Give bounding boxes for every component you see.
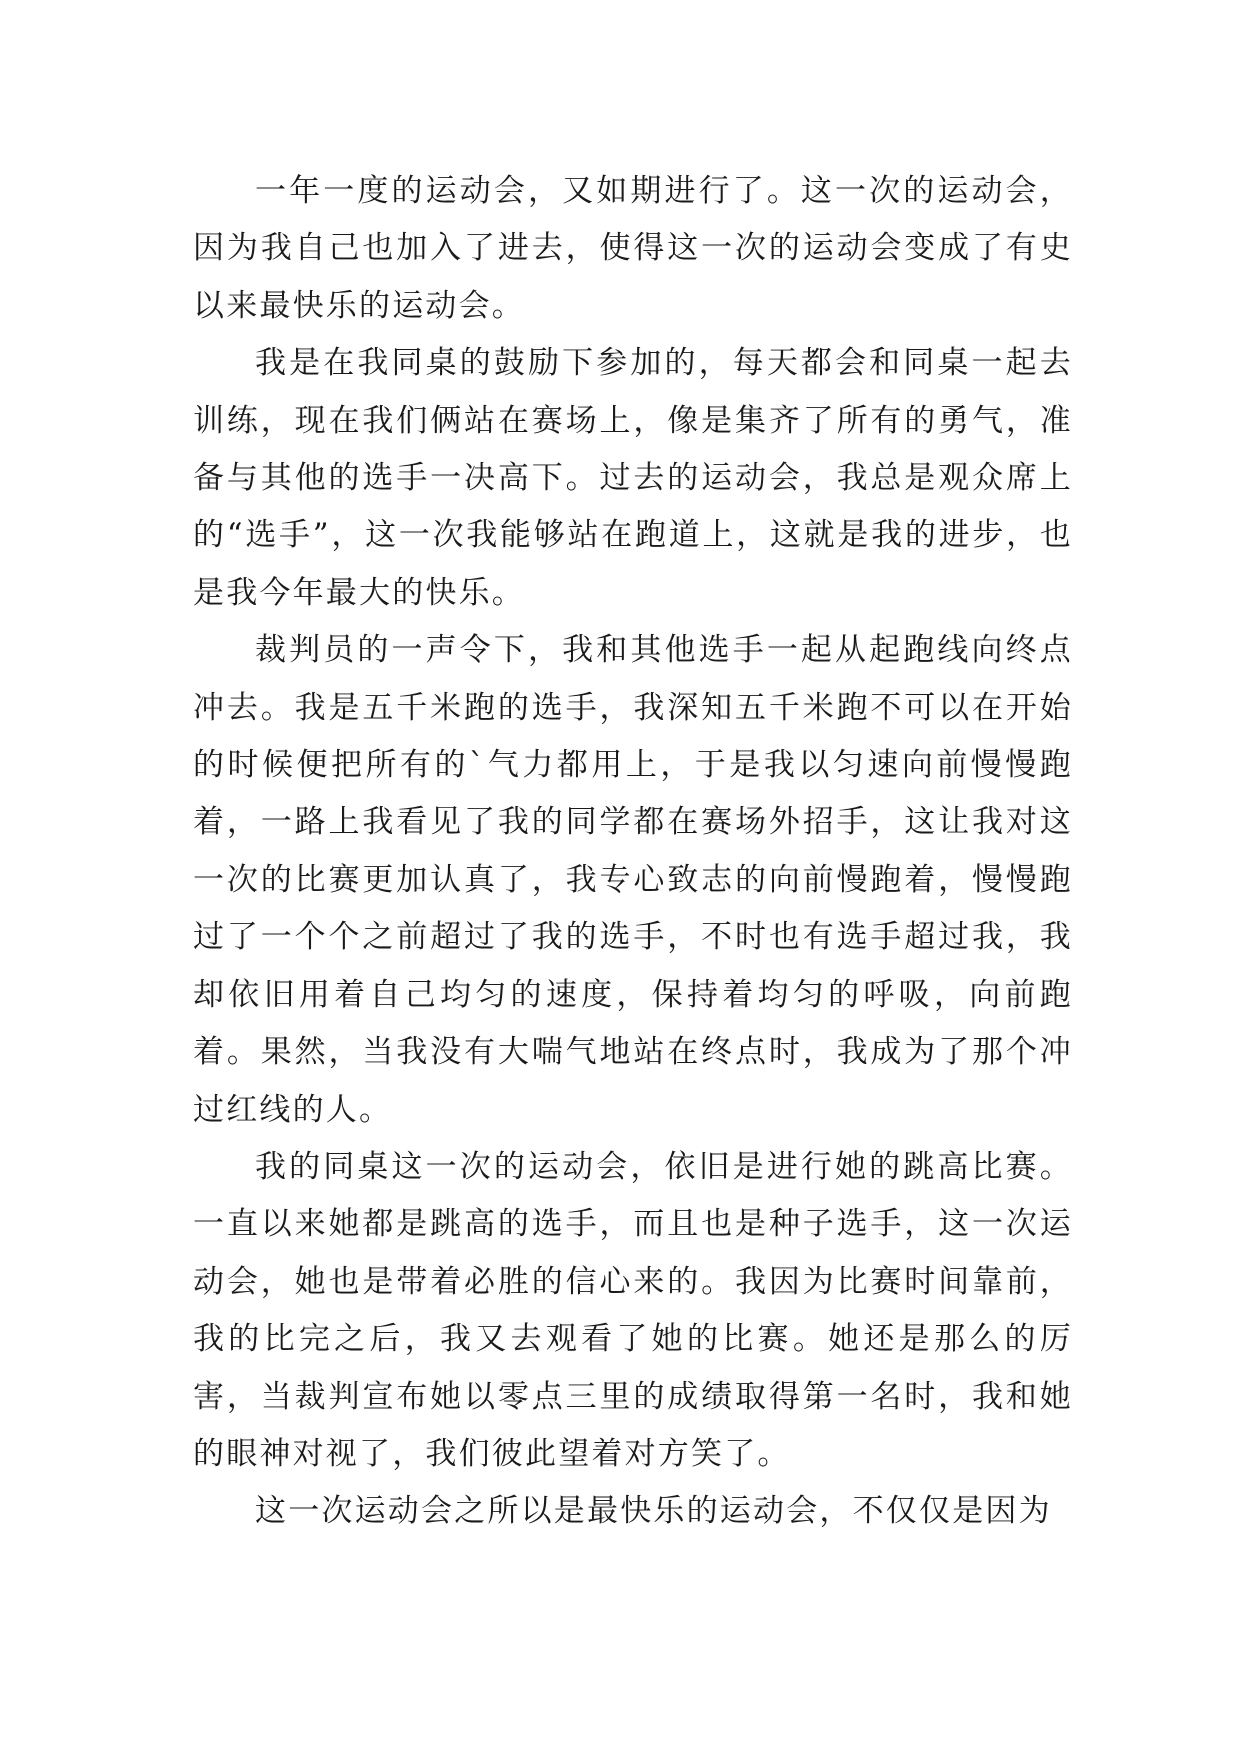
paragraph-3: 裁判员的一声令下，我和其他选手一起从起跑线向终点冲去。我是五千米跑的选手，我深知五千米跑不可以在开始的时候便把所有的`气力都用上，于是我以匀速向前慢慢跑着，一路上我看见了我的同学都在赛场外招手，这让我对这一次的比赛更加认真了，我专心致志的向前慢跑着，慢慢跑过了一个个之前超过了我的选手，不时也有选手超过我，我却依旧用着自己均匀的速度，保持着均匀的呼吸，向前跑着。果然，当我没有大喘气地站在终点时，我成为了那个冲过红线的人。 [193, 632, 1073, 1128]
article-body [193, 163, 1073, 1541]
paragraph-1: 一年一度的运动会，又如期进行了。这一次的运动会，因为我自己也加入了进去，使得这一次的运动会变成了有史以来最快乐的运动会。 [193, 173, 1073, 324]
paragraph-4: 我的同桌这一次的运动会，依旧是进行她的跳高比赛。一直以来她都是跳高的选手，而且也是种子选手，这一次运动会，她也是带着必胜的信心来的。我因为比赛时间靠前，我的比完之后，我又去观看了她的比赛。她还是那么的厉害，当裁判宣布她以零点三里的成绩取得第一名时，我和她的眼神对视了，我们彼此望着对方笑了。 [193, 1148, 1073, 1472]
paragraph-5: 这一次运动会之所以是最快乐的运动会，不仅仅是因为 [255, 1493, 1052, 1530]
paragraph-2: 我是在我同桌的鼓励下参加的，每天都会和同桌一起去训练，现在我们俩站在赛场上，像是集齐了所有的勇气，准备与其他的选手一决高下。过去的运动会，我总是观众席上的“选手”，这一次我能够站在跑道上，这就是我的进步，也是我今年最大的快乐。 [193, 345, 1073, 611]
